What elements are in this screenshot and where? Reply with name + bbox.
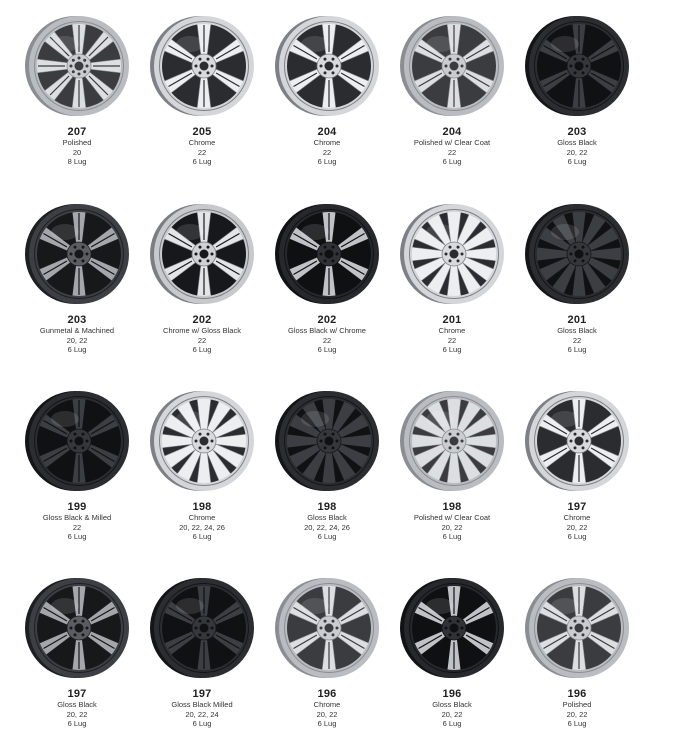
wheel-caption [507,501,647,542]
wheel-item [507,568,647,756]
wheel-lug-pattern: 6 Lug [567,719,587,728]
wheel-item [7,568,147,756]
wheel-finish: Chrome [188,138,216,147]
wheel-image [521,576,633,680]
wheel-caption [7,501,147,542]
wheel-lug-pattern: 8 Lug [67,157,87,166]
wheel-model-number: 201 [567,314,587,326]
wheel-sizes: 22 [447,335,457,345]
wheel-model-number: 196 [567,688,587,700]
wheel-item [382,568,522,756]
wheel-model-number: 202 [317,314,337,326]
wheel-item [507,194,647,382]
wheel-item [7,194,147,382]
wheel-image [521,389,633,493]
wheel-image [396,576,508,680]
wheel-sizes: 22 [197,147,207,157]
wheel-image [21,389,133,493]
wheel-lug-pattern: 6 Lug [317,532,337,541]
wheel-sizes: 20, 22, 24 [185,709,219,719]
wheel-item [257,194,397,382]
wheel-finish: Chrome [438,326,466,335]
wheel-caption [257,126,397,167]
wheel-model-number: 204 [442,126,462,138]
wheel-image [521,14,633,118]
wheel-sizes: 22 [72,522,82,532]
wheel-finish: Chrome [313,138,341,147]
wheel-item [257,381,397,569]
wheel-caption [7,314,147,355]
wheel-model-number: 196 [442,688,462,700]
wheel-image [21,202,133,306]
wheel-finish: Gloss Black [307,513,347,522]
wheel-image [271,14,383,118]
wheel-model-number: 203 [567,126,587,138]
wheel-model-number: 204 [317,126,337,138]
wheel-lug-pattern: 6 Lug [317,719,337,728]
wheel-sizes: 20, 22 [316,709,338,719]
wheel-model-number: 205 [192,126,212,138]
wheel-caption [132,688,272,729]
wheel-lug-pattern: 6 Lug [317,345,337,354]
wheel-finish: Chrome w/ Gloss Black [163,326,241,335]
wheel-lug-pattern: 6 Lug [567,345,587,354]
wheel-caption [382,501,522,542]
wheel-image [146,202,258,306]
wheel-item [382,381,522,569]
wheel-item [7,6,147,194]
wheel-sizes: 20, 22, 24, 26 [304,522,350,532]
wheel-image [146,389,258,493]
wheel-lug-pattern: 6 Lug [567,157,587,166]
wheel-caption [7,688,147,729]
wheel-finish: Gunmetal & Machined [39,326,115,335]
wheel-image [271,576,383,680]
wheel-model-number: 198 [317,501,337,513]
wheel-image [396,14,508,118]
wheel-finish: Chrome [563,513,591,522]
wheel-finish: Polished [562,700,592,709]
wheel-model-number: 207 [67,126,87,138]
wheel-caption [382,688,522,729]
wheel-item [7,381,147,569]
wheel-finish: Gloss Black & Milled [42,513,112,522]
wheel-sizes: 22 [197,335,207,345]
wheel-model-number: 197 [192,688,212,700]
wheel-item [132,194,272,382]
wheel-sizes: 22 [322,335,332,345]
wheel-model-number: 198 [442,501,462,513]
wheel-image [521,202,633,306]
wheel-lug-pattern: 6 Lug [567,532,587,541]
wheel-sizes: 20, 22 [566,522,588,532]
wheel-finish: Gloss Black [432,700,472,709]
wheel-model-number: 198 [192,501,212,513]
wheel-sizes: 20, 22 [66,709,88,719]
wheel-model-number: 196 [317,688,337,700]
wheel-finish: Gloss Black w/ Chrome [288,326,366,335]
wheel-caption [507,688,647,729]
wheel-image [146,14,258,118]
wheel-sizes: 22 [572,335,582,345]
wheel-caption [257,501,397,542]
wheel-finish: Chrome [313,700,341,709]
wheel-sizes: 20, 22 [566,147,588,157]
wheel-model-number: 197 [67,688,87,700]
wheel-caption [132,314,272,355]
wheel-lug-pattern: 6 Lug [192,719,212,728]
wheel-sizes: 20, 22 [441,709,463,719]
wheel-image [271,202,383,306]
wheel-lug-pattern: 6 Lug [192,157,212,166]
wheel-sizes: 20, 22 [566,709,588,719]
wheel-image [146,576,258,680]
wheel-lug-pattern: 6 Lug [317,157,337,166]
wheel-caption [257,314,397,355]
wheel-model-number: 203 [67,314,87,326]
wheel-lug-pattern: 6 Lug [67,345,87,354]
wheel-finish: Gloss Black [57,700,97,709]
wheel-item [132,381,272,569]
wheel-lug-pattern: 6 Lug [442,719,462,728]
wheel-caption [382,126,522,167]
wheel-image [396,202,508,306]
wheel-item [382,6,522,194]
wheel-caption [132,126,272,167]
wheel-lug-pattern: 6 Lug [442,532,462,541]
wheel-model-number: 202 [192,314,212,326]
wheel-finish: Polished w/ Clear Coat [413,138,491,147]
wheel-item [382,194,522,382]
wheel-lug-pattern: 6 Lug [442,157,462,166]
wheel-item [132,568,272,756]
wheel-lug-pattern: 6 Lug [192,345,212,354]
wheel-sizes: 20, 22 [441,522,463,532]
wheel-image [396,389,508,493]
wheel-caption [507,314,647,355]
wheel-finish: Gloss Black Milled [171,700,233,709]
wheel-sizes: 22 [447,147,457,157]
wheel-lug-pattern: 6 Lug [442,345,462,354]
wheel-sizes: 20, 22 [66,335,88,345]
wheel-sizes: 20, 22, 24, 26 [179,522,225,532]
wheel-caption [382,314,522,355]
wheel-finish: Polished w/ Clear Coat [413,513,491,522]
wheel-image [271,389,383,493]
wheel-item [257,568,397,756]
wheel-caption [507,126,647,167]
wheel-lug-pattern: 6 Lug [67,532,87,541]
wheel-model-number: 199 [67,501,87,513]
wheel-item [507,381,647,569]
wheel-lug-pattern: 6 Lug [192,532,212,541]
wheel-item [257,6,397,194]
wheel-model-number: 197 [567,501,587,513]
wheel-image [21,14,133,118]
wheel-sizes: 20 [72,147,82,157]
wheel-item [507,6,647,194]
wheel-finish: Chrome [188,513,216,522]
wheel-finish: Gloss Black [557,138,597,147]
wheel-item [132,6,272,194]
wheel-finish: Polished [62,138,92,147]
wheel-caption [7,126,147,167]
wheel-sizes: 22 [322,147,332,157]
wheel-lug-pattern: 6 Lug [67,719,87,728]
wheel-finish: Gloss Black [557,326,597,335]
wheel-caption [257,688,397,729]
wheel-model-number: 201 [442,314,462,326]
wheel-caption [132,501,272,542]
wheel-image [21,576,133,680]
